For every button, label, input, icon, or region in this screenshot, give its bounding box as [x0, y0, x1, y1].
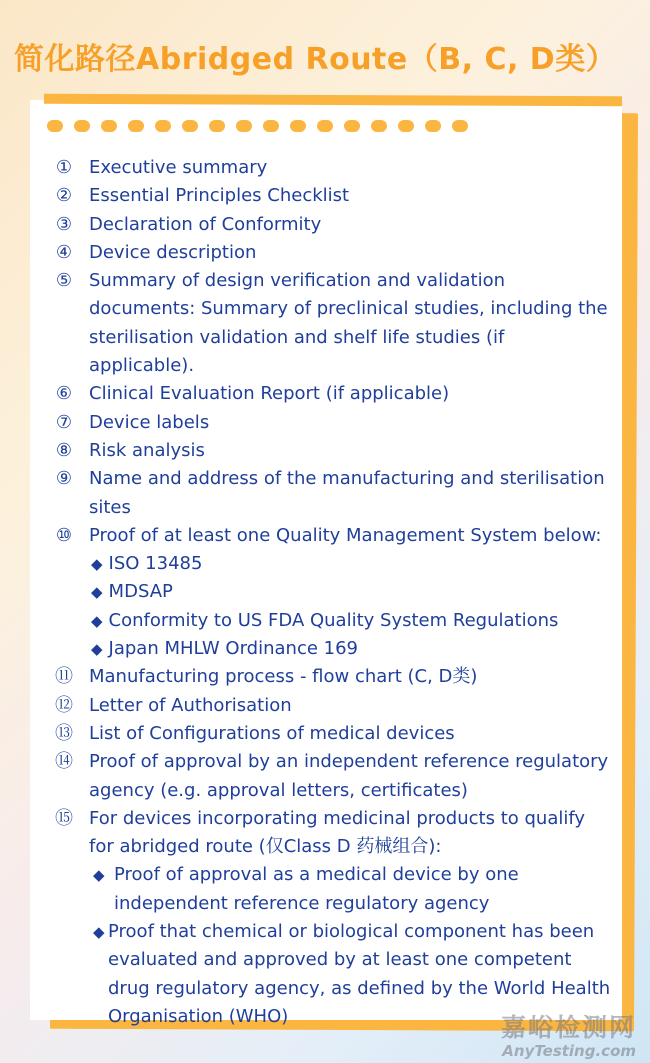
item-number: ⑪	[55, 666, 73, 688]
list-item	[52, 465, 612, 522]
item-number: ⑧	[55, 439, 73, 461]
divider-dot	[155, 120, 171, 132]
item-text: Essential Principles Checklist	[89, 185, 350, 207]
list-item	[52, 182, 612, 210]
sub-item-text: Proof that chemical or biological component has been evaluated and approved by at least one competent drug regulatory agency, as defined by the World Health Organisation (WHO)	[108, 921, 611, 1027]
divider-dot	[101, 120, 117, 132]
sub-item-text: Japan MHLW Ordinance 169	[108, 638, 359, 660]
item-text: Letter of Authorisation	[89, 694, 292, 716]
item-text: Proof of at least one Quality Management System below:	[89, 524, 602, 546]
item-text: Risk analysis	[89, 439, 205, 461]
list-item	[52, 522, 612, 663]
page-title: 简化路径Abridged Route（B, C, D类）	[14, 42, 617, 77]
requirements-list	[52, 154, 612, 1031]
divider-dot	[74, 120, 90, 132]
sub-item-text: Proof of approval as a medical device by one independent reference regulatory agency	[114, 864, 519, 914]
diamond-bullet-icon: ◆	[93, 923, 105, 942]
list-item	[52, 409, 612, 437]
item-text: Declaration of Conformity	[89, 213, 322, 235]
divider-dot	[290, 120, 306, 132]
sub-list-item	[91, 578, 612, 606]
divider-dot	[263, 120, 279, 132]
list-item	[52, 267, 612, 380]
item-number: ①	[55, 157, 73, 178]
list-item	[52, 805, 612, 1031]
divider-dot	[317, 120, 333, 132]
divider-dot	[47, 120, 63, 132]
item-text: Name and address of the manufacturing and sterilisation sites	[89, 468, 605, 518]
item-text: Device labels	[89, 411, 210, 433]
list-item	[52, 437, 612, 465]
diamond-bullet-icon: ◆	[91, 611, 103, 630]
item-number: ⑨	[55, 468, 73, 490]
divider-dot	[344, 120, 360, 132]
sub-list-item	[91, 550, 612, 578]
item-number: ⑬	[55, 722, 73, 744]
divider-dot	[371, 120, 387, 132]
item-number: ③	[55, 213, 73, 235]
item-text: Clinical Evaluation Report (if applicable)	[89, 383, 450, 405]
item-text: For devices incorporating medicinal products to qualify for abridged route (仅Class D 药械组合):	[89, 807, 586, 858]
item-number: ⑥	[55, 383, 73, 405]
divider-dot	[398, 120, 414, 132]
dot-divider	[47, 120, 468, 132]
item-number: ②	[55, 185, 73, 207]
list-item	[52, 380, 612, 408]
diamond-bullet-icon: ◆	[91, 640, 103, 659]
list-item	[52, 663, 612, 691]
watermark-en: AnyTesting.com	[502, 1042, 636, 1060]
item-number: ⑦	[55, 411, 73, 433]
item-text: Proof of approval by an independent reference regulatory agency (e.g. approval letters, certificates)	[89, 751, 609, 801]
diamond-bullet-icon: ◆	[93, 866, 105, 885]
item-text: Executive summary	[89, 157, 268, 178]
item-number: ⑭	[55, 751, 73, 773]
sub-list-item	[91, 635, 612, 663]
list-item	[52, 239, 612, 267]
sub-list-item	[91, 607, 612, 635]
item-number: ⑫	[55, 694, 73, 716]
divider-dot	[182, 120, 198, 132]
list-item	[52, 211, 612, 239]
item-number: ⑩	[55, 524, 73, 546]
divider-dot	[452, 120, 468, 132]
list-item	[52, 154, 612, 182]
list-item	[52, 720, 612, 748]
divider-dot	[209, 120, 225, 132]
diamond-bullet-icon: ◆	[91, 583, 103, 602]
divider-dot	[128, 120, 144, 132]
sub-item-text: Conformity to US FDA Quality System Regulations	[108, 609, 559, 631]
item-text: Summary of design verification and validation documents: Summary of preclinical studies, including the sterilisation validation and shelf life studies (if applicable).	[89, 270, 608, 377]
watermark	[501, 1008, 636, 1060]
item-number: ⑤	[55, 270, 73, 292]
item-text: Manufacturing process - flow chart (C, D类)	[89, 666, 478, 688]
divider-dot	[425, 120, 441, 132]
item-text: Device description	[89, 241, 257, 263]
sub-list	[89, 861, 612, 1031]
list-item	[52, 692, 612, 720]
item-number: ④	[55, 241, 73, 263]
list-item	[52, 748, 612, 805]
item-text: List of Configurations of medical devices	[89, 722, 455, 744]
item-number: ⑮	[55, 807, 73, 829]
sub-item-text: ISO 13485	[108, 553, 203, 575]
watermark-cn: 嘉峪检测网	[500, 1013, 636, 1042]
diamond-bullet-icon: ◆	[91, 555, 103, 574]
sub-item-text: MDSAP	[108, 581, 173, 603]
sub-list-item	[91, 861, 612, 918]
sub-list	[89, 550, 612, 663]
divider-dot	[236, 120, 252, 132]
